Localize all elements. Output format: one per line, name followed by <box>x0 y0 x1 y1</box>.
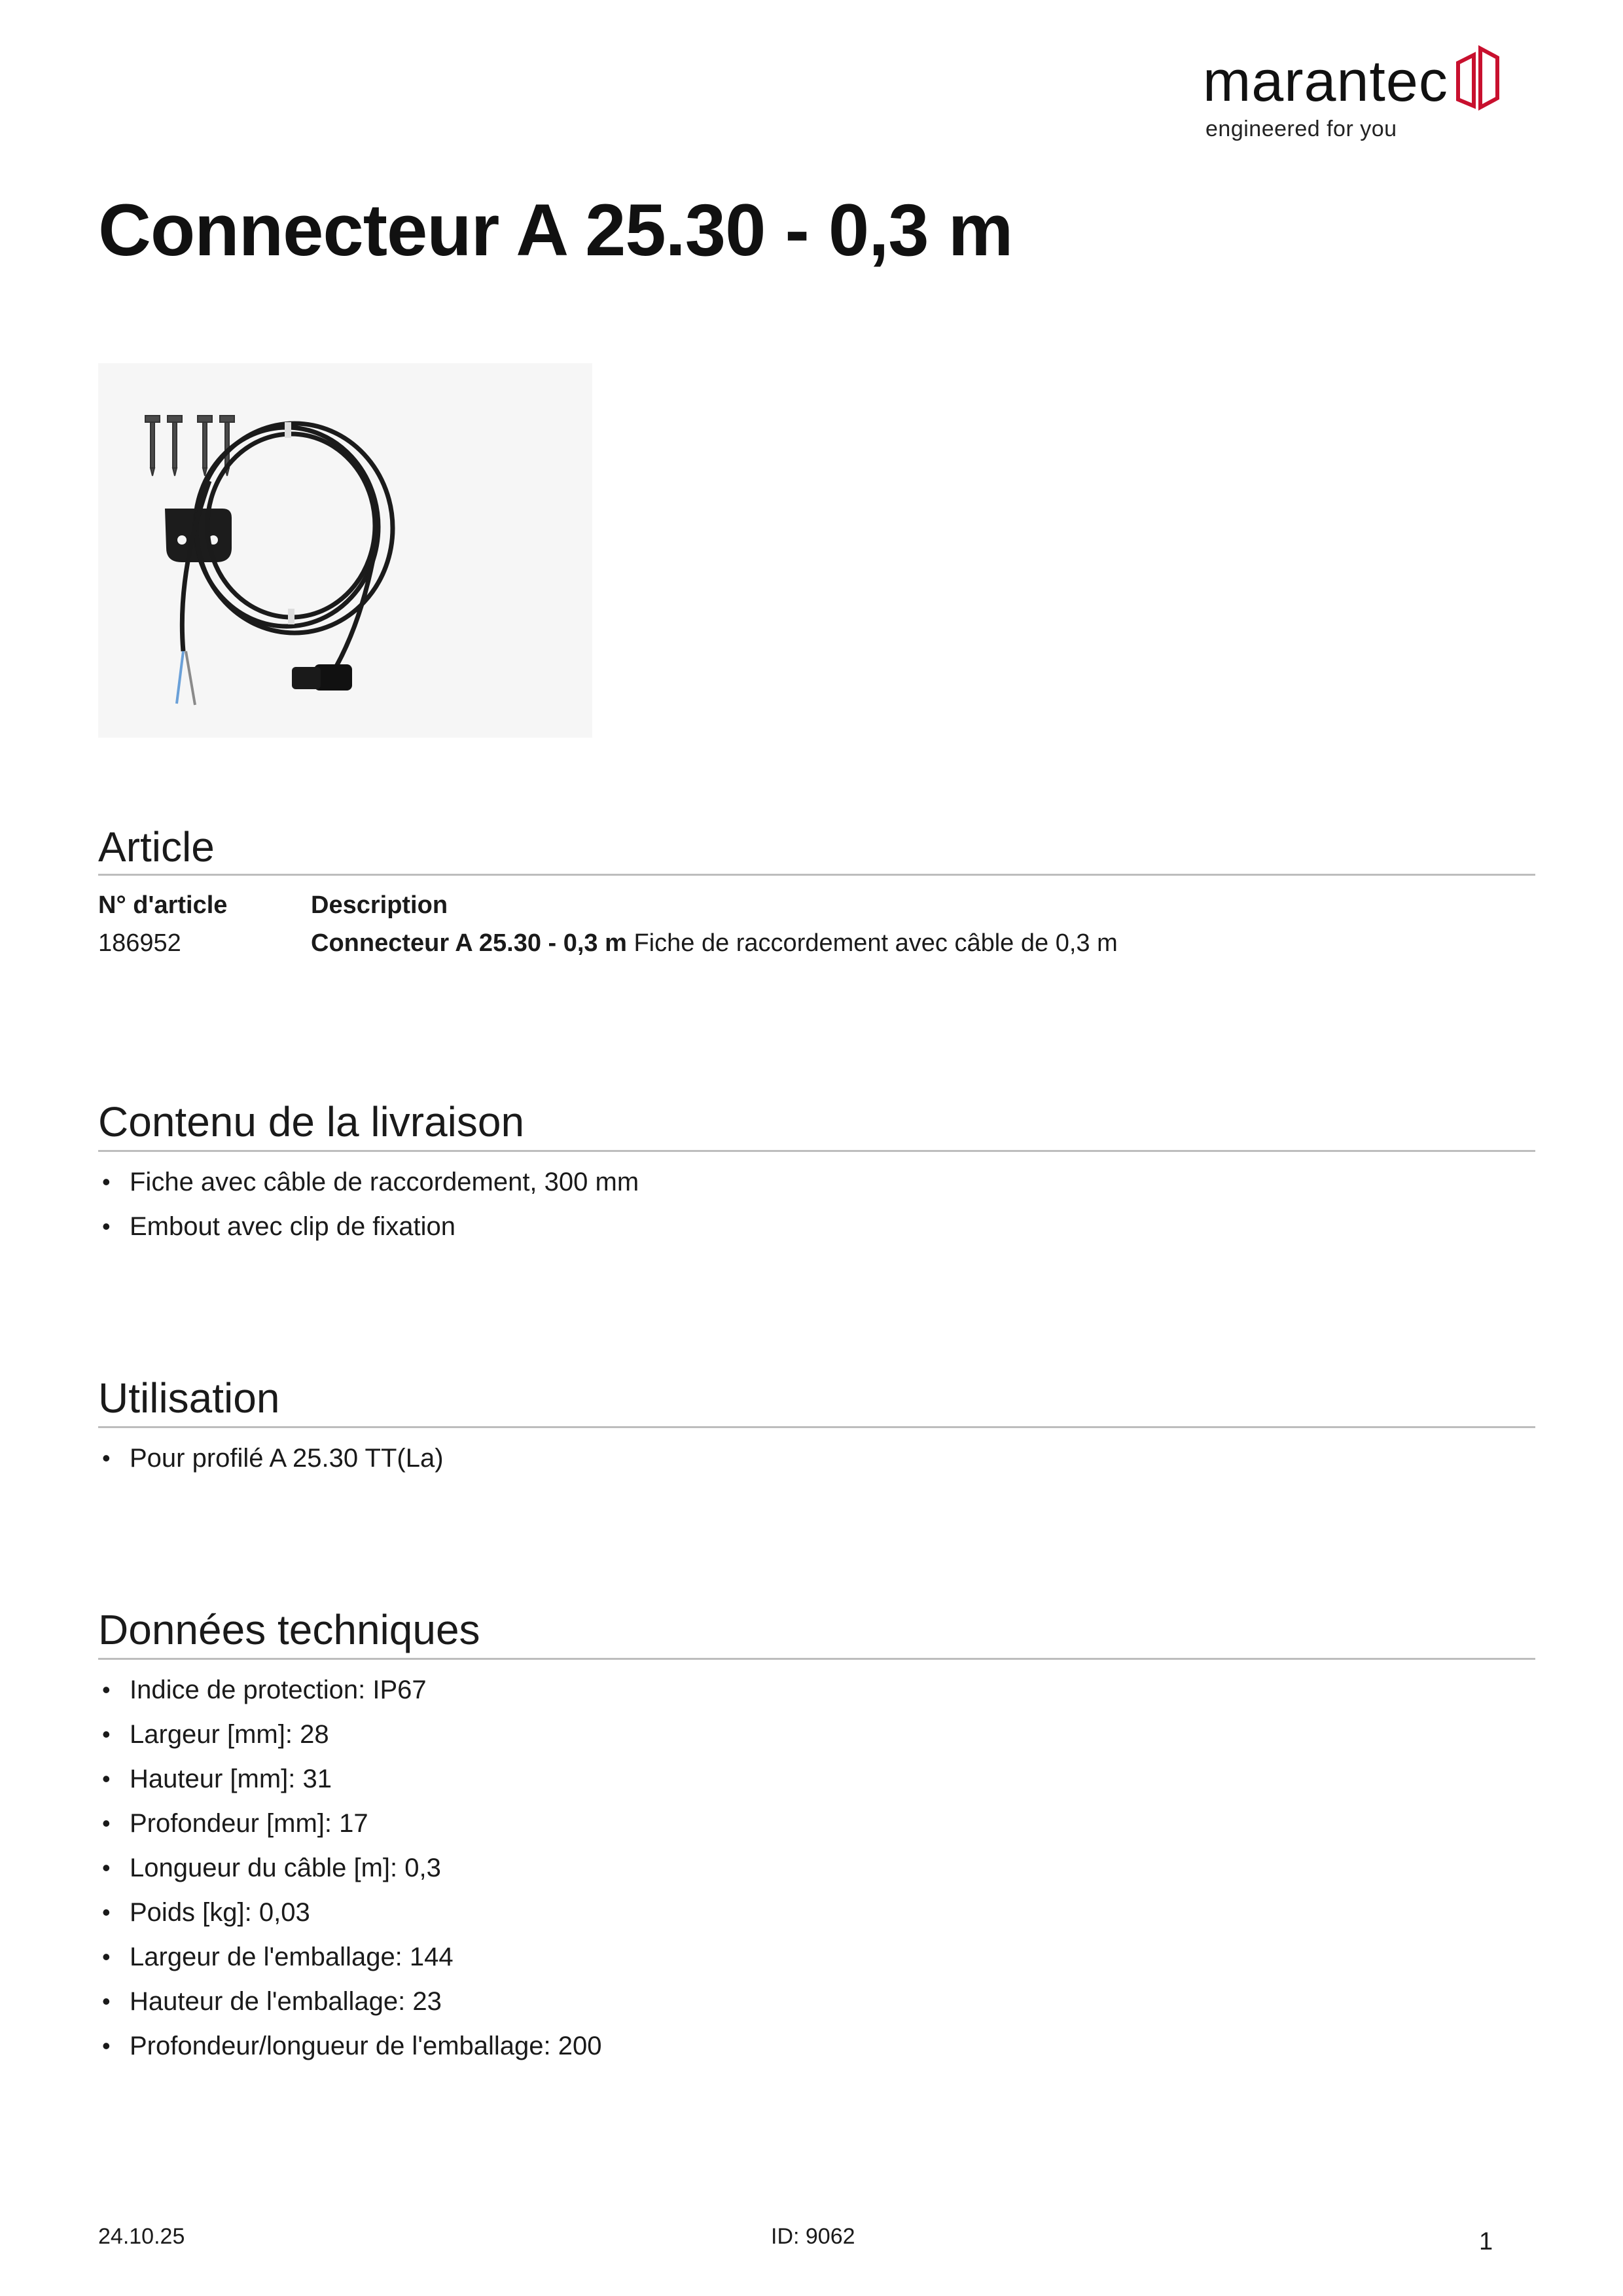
list-item: • Profondeur/longueur de l'emballage: 200 <box>98 2024 601 2068</box>
list-item: • Longueur du câble [m]: 0,3 <box>98 1846 601 1890</box>
usage-heading: Utilisation <box>98 1374 280 1422</box>
list-item: • Profondeur [mm]: 17 <box>98 1801 601 1846</box>
tech-heading: Données techniques <box>98 1606 480 1653</box>
list-item: • Hauteur de l'emballage: 23 <box>98 1979 601 2024</box>
list-item: • Largeur de l'emballage: 144 <box>98 1935 601 1979</box>
delivery-list <box>98 1160 639 1249</box>
delivery-divider <box>98 1150 1535 1152</box>
article-heading: Article <box>98 823 215 870</box>
list-item: • Hauteur [mm]: 31 <box>98 1757 601 1801</box>
footer-id: ID: 9062 <box>771 2224 855 2249</box>
list-item: • Fiche avec câble de raccordement, 300 mm <box>98 1160 639 1204</box>
tech-list <box>98 1668 601 2068</box>
delivery-heading: Contenu de la livraison <box>98 1098 525 1145</box>
list-item: • Indice de protection: IP67 <box>98 1668 601 1712</box>
article-description-name: Connecteur A 25.30 - 0,3 m <box>311 929 627 957</box>
footer-date: 24.10.25 <box>98 2224 185 2249</box>
page-title: Connecteur A 25.30 - 0,3 m <box>98 189 1013 271</box>
list-item: • Poids [kg]: 0,03 <box>98 1890 601 1935</box>
brand-logo-text: marantec <box>1203 48 1448 113</box>
brand-tagline: engineered for you <box>1205 117 1397 141</box>
article-description-header: Description <box>311 891 448 919</box>
usage-divider <box>98 1426 1535 1428</box>
cable-with-connector-and-screws-photo <box>98 363 592 738</box>
tech-divider <box>98 1658 1535 1660</box>
marantec-logo-icon <box>1454 43 1501 113</box>
list-item: • Pour profilé A 25.30 TT(La) <box>98 1436 444 1480</box>
article-description-text: Fiche de raccordement avec câble de 0,3 m <box>626 929 1118 957</box>
article-number-header: N° d'article <box>98 891 228 919</box>
article-divider <box>98 874 1535 876</box>
page-number: 1 <box>1479 2228 1493 2255</box>
usage-list <box>98 1436 444 1480</box>
list-item: • Embout avec clip de fixation <box>98 1204 639 1249</box>
list-item: • Largeur [mm]: 28 <box>98 1712 601 1757</box>
article-description <box>311 929 1118 958</box>
article-number: 186952 <box>98 929 181 957</box>
